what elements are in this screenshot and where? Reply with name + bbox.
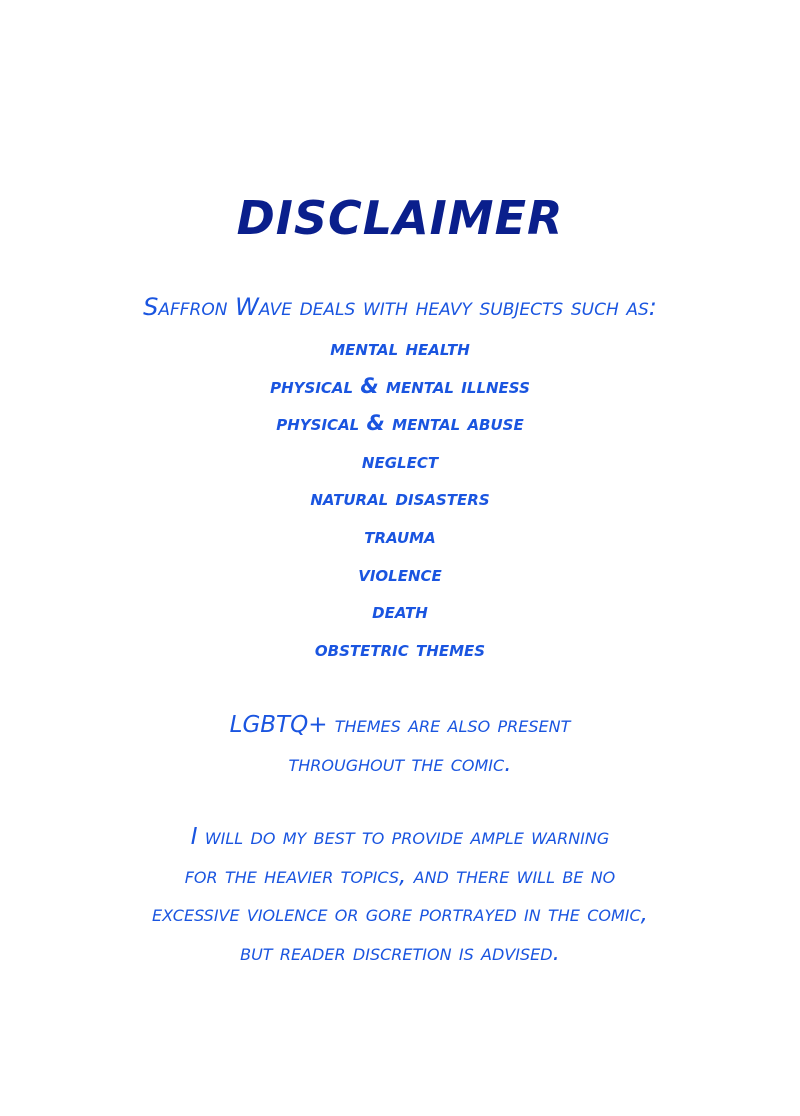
topic-item: obstetric themes xyxy=(314,636,486,661)
page-title: DISCLAIMER xyxy=(236,191,564,245)
warning-note-line: excessive violence or gore portrayed in the comic, xyxy=(152,901,648,927)
topic-item: mental health xyxy=(330,336,470,360)
topic-item: physical & mental illness xyxy=(270,373,530,398)
lgbtq-note xyxy=(0,706,800,783)
topic-item: natural disasters xyxy=(310,486,490,511)
warning-note-line: I will do my best to provide ample warning xyxy=(190,824,610,850)
warning-note xyxy=(0,818,800,972)
warning-note-line: for the heavier topics, and there will be no xyxy=(184,862,616,889)
lgbtq-note-line: LGBTQ+ themes are also present xyxy=(229,712,571,738)
lgbtq-note-line: throughout the comic. xyxy=(288,750,512,777)
warning-note-line: but reader discretion is advised. xyxy=(240,939,560,966)
topic-list xyxy=(0,330,800,668)
topic-item: death xyxy=(372,599,428,624)
intro-text: Saffron Wave deals with heavy subjects such as: xyxy=(143,293,657,321)
topic-item: neglect xyxy=(361,448,439,473)
topic-item: physical & mental abuse xyxy=(276,411,524,436)
topic-item: violence xyxy=(358,561,442,586)
topic-item: trauma xyxy=(364,523,436,548)
